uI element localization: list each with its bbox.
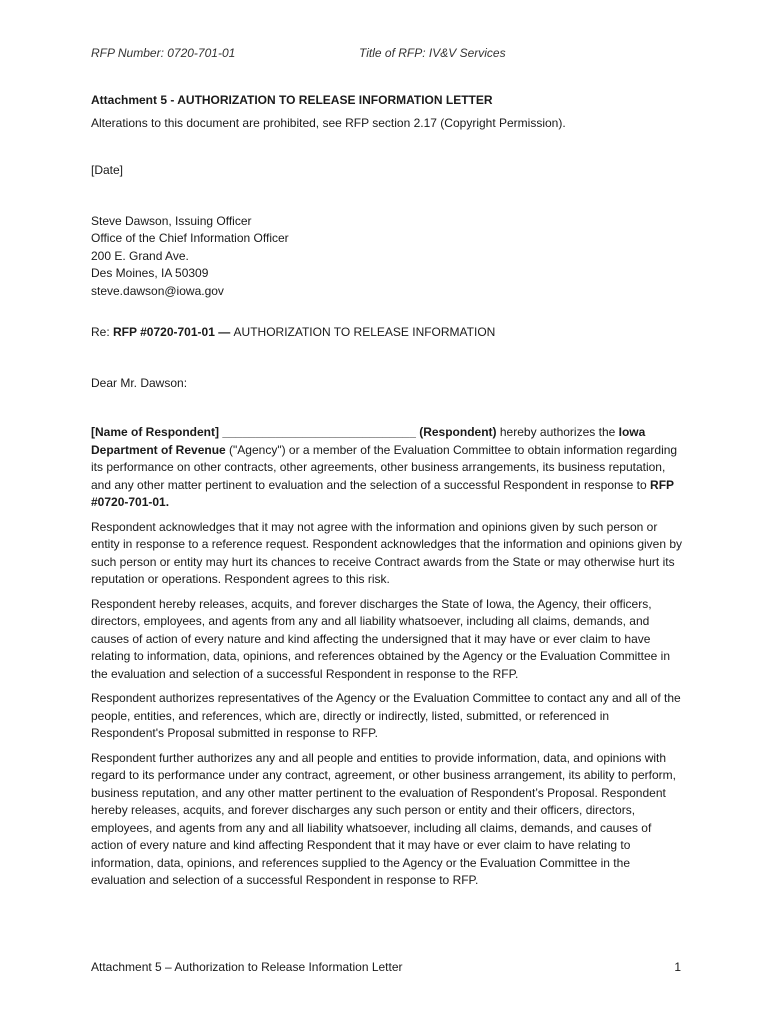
paragraph-acknowledgement: Respondent acknowledges that it may not agree with the information and opinions given by such person or entity in response to a reference request. Respondent acknowledges that the information and opinions given by such person or entity may hurt its chances to receive Contract awards from the State or may otherwise hurt its reputation or operations. Respondent agrees to this risk. — [91, 519, 683, 586]
re-line — [91, 324, 683, 342]
alterations-note: Alterations to this document are prohibited, see RFP section 2.17 (Copyright Permission). — [91, 115, 566, 130]
paragraph-further-authorization: Respondent further authorizes any and all people and entities to provide information, data, and opinions with regard to its performance under any contract, agreement, or other business arrangement, its ability to perform, business reputation, and any other matter pertinent to the evaluation of Respondent’s Proposal. Respondent hereby releases, acquits, and forever discharges any such person or entity and their officers, directors, employees, and agents from any and all liability whatsoever, including all claims, demands, and causes of action of every nature and kind affecting Respondent that it may have or ever claim to have relating to information, data, opinions, and references supplied to the Agency or the Evaluation Committee in the evaluation and selection of a successful Respondent in response to RFP. — [91, 750, 676, 887]
rfp-reference: RFP #0720-701-01. — [91, 477, 674, 509]
address-line-name: Steve Dawson, Issuing Officer — [91, 213, 252, 228]
paragraph-authorization — [91, 424, 683, 512]
respondent-name-field: [Name of Respondent] _____________________________ (Respondent) — [91, 425, 497, 439]
date-placeholder: [Date] — [91, 163, 124, 177]
paragraph-text: hereby authorizes the — [496, 425, 619, 439]
rfp-title: Title of RFP: IV&V Services — [359, 46, 506, 60]
paragraph-contact-authorization: Respondent authorizes representatives of the Agency or the Evaluation Committee to contact any and all of the people, entities, and references, which are, directly or indirectly, listed, submitted, or referenced in Respondent's Proposal submitted in response to RFP. — [91, 691, 681, 740]
rfp-number: RFP Number: 0720-701-01 — [91, 46, 236, 60]
document-body — [91, 92, 683, 890]
re-rfp-number: RFP #0720-701-01 — — [113, 325, 234, 339]
footer-title: Attachment 5 – Authorization to Release Information Letter — [91, 960, 403, 974]
attachment-title: Attachment 5 - AUTHORIZATION TO RELEASE INFORMATION LETTER — [91, 93, 493, 107]
page-number: 1 — [674, 960, 681, 974]
address-line-street: 200 E. Grand Ave. — [91, 248, 189, 263]
re-prefix: Re: — [91, 325, 114, 339]
page-footer — [91, 960, 681, 980]
recipient-address — [91, 213, 683, 301]
paragraph-release: Respondent hereby releases, acquits, and forever discharges the State of Iowa, the Agency, their officers, directors, employees, and agents from any and all liability whatsoever, including all claims, demands, and causes of action of every nature and kind affecting the undersigned that it may have or ever claim to have relating to information, data, opinions, and references obtained by the Agency or the Evaluation Committee in the evaluation and selection of a successful Respondent in response to the RFP. — [91, 596, 671, 681]
paragraph-text: ("Agency") or a member of the Evaluation Committee to obtain information regarding its performance on other contracts, other agreements, other business arrangements, its business reputation, and any other matter pertinent to evaluation and the selection of a successful Respondent in response to — [91, 442, 678, 492]
agency-name: Iowa Department of Revenue — [91, 425, 646, 457]
salutation: Dear Mr. Dawson: — [91, 375, 188, 390]
address-line-city: Des Moines, IA 50309 — [91, 266, 209, 280]
re-subject: AUTHORIZATION TO RELEASE INFORMATION — [233, 325, 496, 339]
address-line-email: steve.dawson@iowa.gov — [91, 283, 224, 298]
address-line-office: Office of the Chief Information Officer — [91, 231, 289, 245]
page-header — [91, 46, 691, 66]
